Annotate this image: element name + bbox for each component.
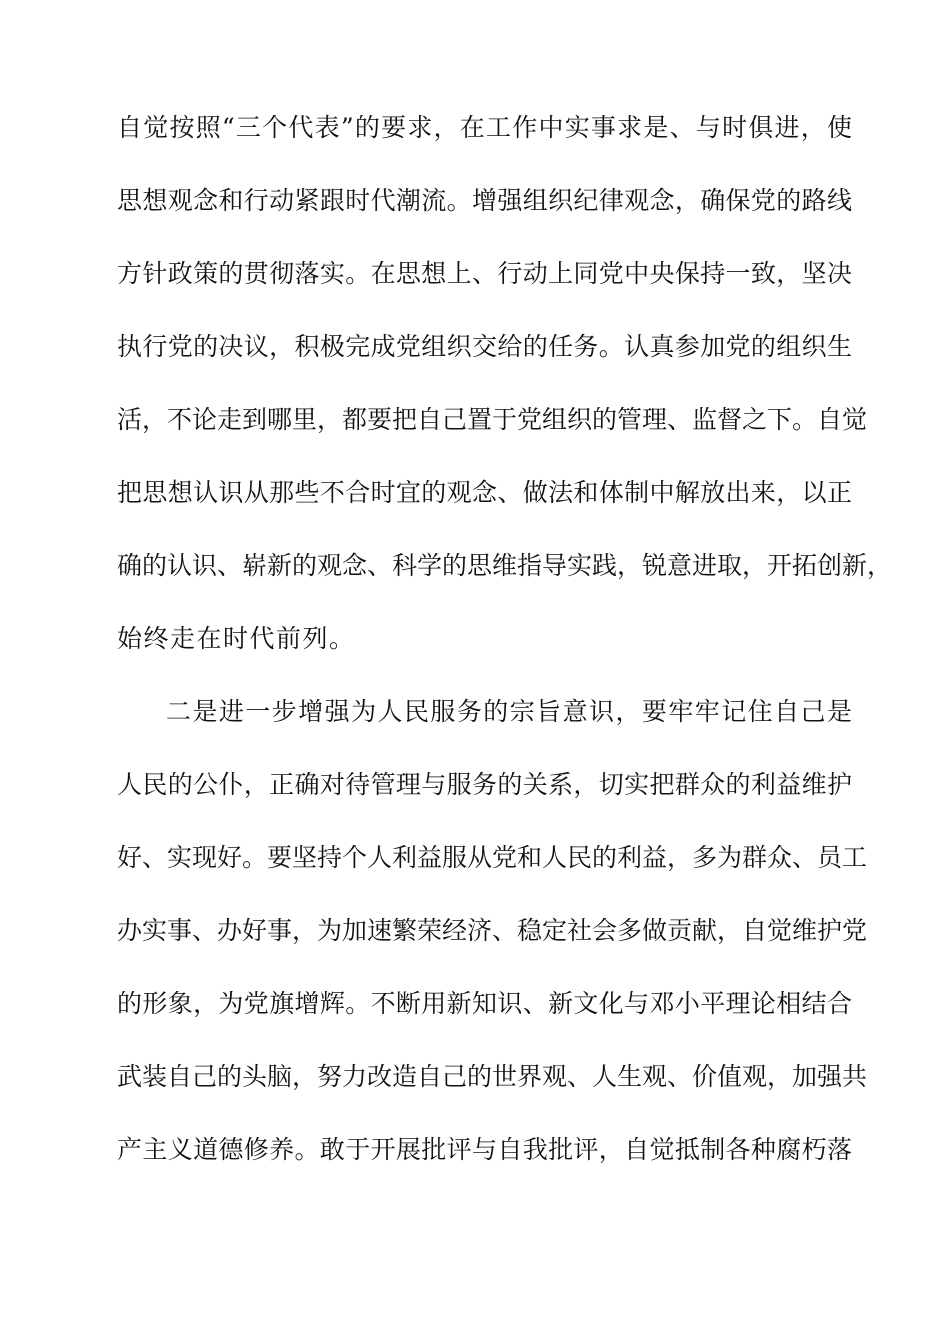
paragraph-2-line-1: 二是进一步增强为人民服务的宗旨意识，要牢牢记住自己是 — [166, 697, 852, 726]
paragraph-1-line-4: 执行党的决议，积极完成党组织交给的任务。认真参加党的组织生 — [117, 332, 852, 361]
paragraph-2-line-5: 的形象，为党旗增辉。不断用新知识、新文化与邓小平理论相结合 — [117, 989, 852, 1018]
paragraph-1-line-1: 自觉按照“三个代表”的要求，在工作中实事求是、与时俱进，使 — [117, 113, 852, 142]
paragraph-1-line-7: 确的认识、崭新的观念、科学的思维指导实践，锐意进取，开拓创新， — [117, 551, 893, 580]
paragraph-1-line-6: 把思想认识从那些不合时宜的观念、做法和体制中解放出来，以正 — [117, 478, 852, 507]
paragraph-1-line-8: 始终走在时代前列。 — [117, 624, 356, 653]
paragraph-2-line-4: 办实事、办好事，为加速繁荣经济、稳定社会多做贡献，自觉维护党 — [117, 916, 868, 945]
paragraph-2-line-3: 好、实现好。要坚持个人利益服从党和人民的利益，多为群众、员工 — [117, 843, 868, 872]
paragraph-1-line-2: 思想观念和行动紧跟时代潮流。增强组织纪律观念，确保党的路线 — [117, 186, 852, 215]
paragraph-1-line-3: 方针政策的贯彻落实。在思想上、行动上同党中央保持一致，坚决 — [117, 259, 852, 288]
paragraph-2-line-6: 武装自己的头脑，努力改造自己的世界观、人生观、价值观，加强共 — [117, 1062, 868, 1091]
paragraph-2-line-7: 产主义道德修养。敢于开展批评与自我批评，自觉抵制各种腐朽落 — [117, 1135, 852, 1164]
paragraph-1-line-5: 活，不论走到哪里，都要把自己置于党组织的管理、监督之下。自觉 — [117, 405, 868, 434]
paragraph-2-line-2: 人民的公仆，正确对待管理与服务的关系，切实把群众的利益维护 — [117, 770, 852, 799]
